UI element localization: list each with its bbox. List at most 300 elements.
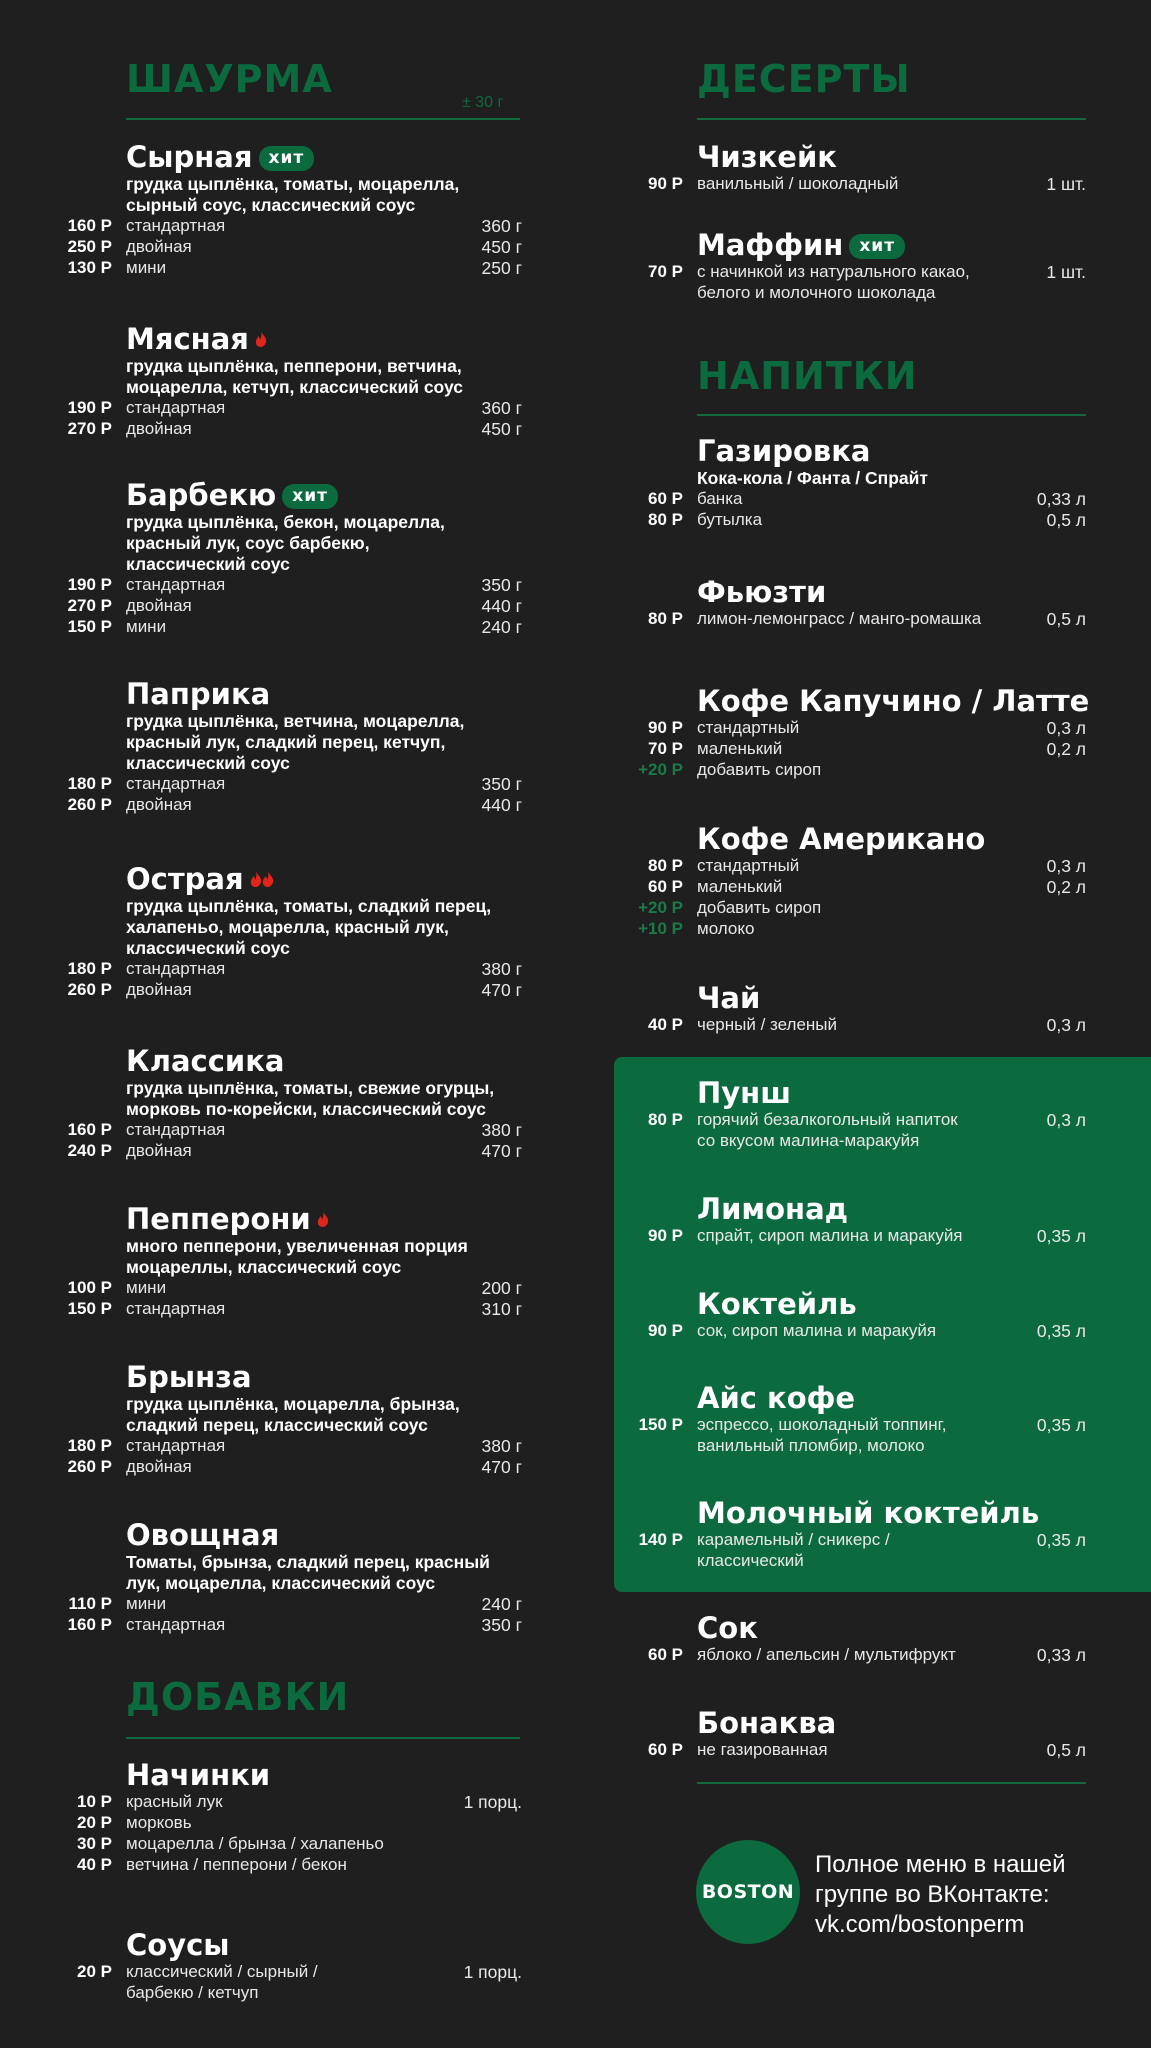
item-name <box>126 677 522 711</box>
item-name-text: Бонаква <box>697 1706 837 1740</box>
item-name-text: Начинки <box>126 1758 271 1792</box>
item-amount: 350 г <box>481 1615 522 1635</box>
item-price: 90 Р <box>648 1321 683 1340</box>
item-name <box>697 822 1086 856</box>
item-price: 130 Р <box>67 258 112 277</box>
item-name-text: Кофе Американо <box>697 822 986 856</box>
price-row <box>648 739 1086 760</box>
menu-item <box>648 981 1086 1036</box>
item-name-text: Мясная <box>126 322 249 356</box>
item-price: 10 Р <box>77 1792 112 1811</box>
item-amount: 0,3 л <box>1046 1015 1086 1035</box>
item-variant: мини <box>126 617 167 636</box>
menu-item <box>648 575 1086 630</box>
item-amount: 0,5 л <box>1046 609 1086 629</box>
item-variant: лимон-лемонграсс / манго-ромашка <box>697 609 982 628</box>
item-name <box>126 1758 522 1792</box>
item-name <box>126 860 522 896</box>
item-description: моцарелла, кетчуп, классический соус <box>126 377 464 397</box>
spicy-indicator <box>255 320 267 354</box>
item-name-text: Коктейль <box>697 1287 857 1321</box>
price-row <box>77 1855 522 1876</box>
item-name-text: Молочный коктейль <box>697 1496 1040 1530</box>
item-variant: карамельный / сникерс / <box>697 1530 890 1549</box>
price-row <box>648 1740 1086 1761</box>
section-divider <box>697 1782 1086 1784</box>
item-price: 90 Р <box>648 174 683 193</box>
item-name-text: Пунш <box>697 1076 792 1110</box>
menu-item <box>648 1076 1086 1152</box>
item-price: 40 Р <box>648 1015 683 1034</box>
item-name <box>697 684 1090 718</box>
item-price: 80 Р <box>648 1110 683 1129</box>
item-amount: 440 г <box>481 795 522 815</box>
item-price: 260 Р <box>67 980 112 999</box>
weight-tolerance-note: ± 30 г <box>462 94 504 111</box>
item-name <box>697 1076 1086 1110</box>
price-row <box>638 1530 1086 1551</box>
item-price: 100 Р <box>67 1278 112 1297</box>
item-price: 60 Р <box>648 1740 683 1759</box>
menu-item <box>648 228 1086 304</box>
item-price: 80 Р <box>648 856 683 875</box>
item-price: 190 Р <box>67 575 112 594</box>
item-variant: стандартная <box>126 1120 226 1139</box>
menu-item <box>638 1496 1086 1572</box>
item-variant: барбекю / кетчуп <box>126 1983 259 2002</box>
item-variant: со вкусом малина-маракуйя <box>697 1131 920 1150</box>
item-amount: 0,35 л <box>1036 1415 1086 1435</box>
footer-line: Полное меню в нашей <box>815 1851 1066 1878</box>
item-variant: морковь <box>126 1813 192 1832</box>
price-row <box>77 1834 522 1855</box>
price-row <box>68 1594 522 1615</box>
item-amount: 450 г <box>481 237 522 257</box>
menu-item <box>638 1381 1086 1457</box>
price-row <box>67 1457 522 1478</box>
item-variant: горячий безалкогольный напиток <box>697 1110 958 1129</box>
price-row <box>67 980 522 1001</box>
fire-icon <box>317 1211 329 1227</box>
item-description: Томаты, брынза, сладкий перец, красный <box>126 1552 490 1572</box>
item-name <box>126 1928 522 1962</box>
hit-badge: хит <box>282 484 338 509</box>
item-price: 150 Р <box>638 1415 683 1434</box>
item-variant: спрайт, сироп малина и маракуйя <box>697 1226 963 1245</box>
menu-item <box>648 1611 1086 1666</box>
item-name-text: Пепперони <box>126 1202 311 1236</box>
price-row <box>67 258 522 279</box>
item-price: 180 Р <box>67 774 112 793</box>
item-price: 60 Р <box>648 877 683 896</box>
menu-item <box>648 1706 1086 1761</box>
item-variant: маленький <box>697 739 783 758</box>
item-name <box>697 434 1086 468</box>
item-variant: стандартная <box>126 216 226 235</box>
item-price: 20 Р <box>77 1962 112 1981</box>
item-description: лук, моцарелла, классический соус <box>126 1573 436 1593</box>
section-divider <box>697 118 1086 120</box>
price-row <box>648 1015 1086 1036</box>
item-name-text: Соусы <box>126 1928 230 1962</box>
item-name-text: Классика <box>126 1044 285 1078</box>
item-variant: стандартная <box>126 398 226 417</box>
item-amount: 240 г <box>481 617 522 637</box>
item-price: 80 Р <box>648 609 683 628</box>
item-name <box>697 575 1086 609</box>
item-name-text: Брынза <box>126 1360 252 1394</box>
item-price: 160 Р <box>67 1615 112 1634</box>
item-description: грудка цыплёнка, пепперони, ветчина, <box>126 356 462 376</box>
item-amount: 0,35 л <box>1036 1226 1086 1246</box>
footer-vk-info <box>815 1850 1066 1940</box>
item-variant: мини <box>126 1594 167 1613</box>
menu-item <box>638 822 1086 940</box>
item-amount: 0,2 л <box>1046 877 1086 897</box>
item-variant: ветчина / пепперони / бекон <box>126 1855 347 1874</box>
footer-link[interactable]: vk.com/bostonperm <box>815 1911 1025 1938</box>
item-amount: 380 г <box>481 1120 522 1140</box>
item-variant: стандартный <box>697 718 800 737</box>
item-amount: 440 г <box>481 596 522 616</box>
item-price: 70 Р <box>648 262 683 281</box>
item-variant: не газированная <box>697 1740 828 1759</box>
item-amount: 0,33 л <box>1036 489 1086 509</box>
price-row <box>648 1321 1086 1342</box>
item-description: красный лук, соус барбекю, <box>126 533 370 553</box>
item-name-text: Паприка <box>126 677 271 711</box>
item-name <box>697 981 1086 1015</box>
item-price: 190 Р <box>67 398 112 417</box>
item-name <box>697 1287 1086 1321</box>
menu-item <box>77 1758 522 1876</box>
item-name <box>697 140 1086 174</box>
item-description: грудка цыплёнка, ветчина, моцарелла, <box>126 711 465 731</box>
item-amount: 0,2 л <box>1046 739 1086 759</box>
item-price: +20 Р <box>638 760 683 779</box>
item-variant: классический <box>697 1551 804 1570</box>
price-row <box>77 1813 522 1834</box>
item-price: +10 Р <box>638 919 683 938</box>
item-amount: 470 г <box>481 1141 522 1161</box>
item-amount: 380 г <box>481 1436 522 1456</box>
item-name-text: Чизкейк <box>697 140 837 174</box>
item-price: 270 Р <box>67 419 112 438</box>
item-name-text: Овощная <box>126 1518 280 1552</box>
additions-title: ДОБАВКИ <box>126 1675 350 1719</box>
item-price: 60 Р <box>648 1645 683 1664</box>
item-variant: добавить сироп <box>697 760 822 779</box>
item-amount: 1 шт. <box>1046 174 1086 194</box>
item-variant: двойная <box>126 419 192 438</box>
price-row <box>648 489 1086 510</box>
item-price: 150 Р <box>67 1299 112 1318</box>
hit-badge: хит <box>849 234 905 259</box>
item-variant: ванильный / шоколадный <box>697 174 899 193</box>
item-description: классический соус <box>126 753 290 773</box>
price-row <box>648 262 1086 283</box>
price-row <box>697 1436 1086 1457</box>
price-row <box>648 1110 1086 1131</box>
spicy-indicator <box>250 860 274 894</box>
item-price: +20 Р <box>638 898 683 917</box>
item-description: Кока-кола / Фанта / Спрайт <box>697 468 928 488</box>
item-price: 270 Р <box>67 596 112 615</box>
menu-item <box>648 140 1086 195</box>
price-row <box>648 174 1086 195</box>
price-row <box>648 877 1086 898</box>
shawarma-title: ШАУРМА <box>126 57 333 101</box>
item-variant: яблоко / апельсин / мультифрукт <box>697 1645 956 1664</box>
menu-item <box>77 1928 522 2004</box>
item-name <box>126 140 522 174</box>
menu-item <box>638 684 1090 781</box>
item-price: 70 Р <box>648 739 683 758</box>
item-variant: двойная <box>126 1141 192 1160</box>
item-variant: эспрессо, шоколадный топпинг, <box>697 1415 947 1434</box>
price-row <box>638 919 1086 940</box>
item-price: 180 Р <box>67 1436 112 1455</box>
item-amount: 0,35 л <box>1036 1321 1086 1341</box>
item-name <box>126 1200 522 1236</box>
price-row <box>67 959 522 980</box>
item-variant: двойная <box>126 980 192 999</box>
item-price: 20 Р <box>77 1813 112 1832</box>
item-name <box>126 1044 522 1078</box>
item-variant: мини <box>126 1278 167 1297</box>
price-row <box>648 1226 1086 1247</box>
item-description: моцареллы, классический соус <box>126 1257 402 1277</box>
price-row <box>67 1141 522 1162</box>
item-price: 110 Р <box>68 1594 112 1613</box>
price-row <box>67 237 522 258</box>
item-amount: 200 г <box>481 1278 522 1298</box>
item-variant: белого и молочного шоколада <box>697 283 936 302</box>
item-amount: 470 г <box>481 1457 522 1477</box>
item-price: 240 Р <box>67 1141 112 1160</box>
item-amount: 0,35 л <box>1036 1530 1086 1550</box>
item-price: 180 Р <box>67 959 112 978</box>
price-row <box>67 1278 522 1299</box>
item-variant: двойная <box>126 237 192 256</box>
item-description: сырный соус, классический соус <box>126 195 416 215</box>
item-amount: 450 г <box>481 419 522 439</box>
price-row <box>648 718 1086 739</box>
menu-item <box>67 1200 522 1320</box>
price-row <box>67 617 522 638</box>
item-name-text: Сырная <box>126 140 253 174</box>
price-row <box>67 575 522 596</box>
section-divider <box>126 118 520 120</box>
item-amount: 250 г <box>481 258 522 278</box>
menu-item <box>648 1192 1086 1247</box>
menu-item <box>67 1518 522 1636</box>
price-row <box>67 1615 522 1636</box>
price-row <box>648 856 1086 877</box>
item-name <box>126 1360 522 1394</box>
price-row <box>697 1551 1086 1572</box>
item-price: 30 Р <box>77 1834 112 1853</box>
item-name-text: Айс кофе <box>697 1381 856 1415</box>
item-price: 80 Р <box>648 510 683 529</box>
item-variant: добавить сироп <box>697 898 822 917</box>
item-amount: 1 порц. <box>463 1792 522 1812</box>
item-amount: 0,5 л <box>1046 1740 1086 1760</box>
item-variant: с начинкой из натурального какао, <box>697 262 970 281</box>
item-variant: классический / сырный / <box>126 1962 318 1981</box>
fire-icon <box>250 871 262 887</box>
price-row <box>648 1645 1086 1666</box>
price-row <box>697 1131 1086 1152</box>
boston-logo: BOSTON <box>696 1840 800 1944</box>
price-row <box>648 609 1086 630</box>
item-name <box>697 1192 1086 1226</box>
item-variant: красный лук <box>126 1792 223 1811</box>
item-price: 60 Р <box>648 489 683 508</box>
item-price: 140 Р <box>638 1530 683 1549</box>
price-row <box>638 1415 1086 1436</box>
item-name <box>697 1496 1086 1530</box>
item-price: 250 Р <box>67 237 112 256</box>
item-amount: 1 шт. <box>1046 262 1086 282</box>
item-amount: 360 г <box>481 398 522 418</box>
item-amount: 240 г <box>481 1594 522 1614</box>
item-variant: черный / зеленый <box>697 1015 838 1034</box>
item-description: красный лук, сладкий перец, кетчуп, <box>126 732 446 752</box>
item-variant: моцарелла / брынза / халапеньо <box>126 1834 384 1853</box>
section-divider <box>126 1737 520 1739</box>
item-price: 160 Р <box>67 216 112 235</box>
item-price: 90 Р <box>648 718 683 737</box>
item-variant: маленький <box>697 877 783 896</box>
item-amount: 0,3 л <box>1046 1110 1086 1130</box>
item-description: морковь по-корейски, классический соус <box>126 1099 486 1119</box>
item-variant: сок, сироп малина и маракуйя <box>697 1321 937 1340</box>
item-variant: банка <box>697 489 743 508</box>
item-name <box>126 1518 522 1552</box>
item-variant: стандартная <box>126 1615 226 1634</box>
price-row <box>67 1120 522 1141</box>
menu-item <box>67 677 522 816</box>
spicy-indicator <box>317 1200 329 1234</box>
desserts-title: ДЕСЕРТЫ <box>697 57 911 101</box>
price-row <box>77 1792 522 1813</box>
item-amount: 360 г <box>481 216 522 236</box>
item-description: грудка цыплёнка, томаты, сладкий перец, <box>126 896 492 916</box>
item-price: 40 Р <box>77 1855 112 1874</box>
item-amount: 350 г <box>481 575 522 595</box>
item-name-text: Чай <box>697 981 761 1015</box>
price-row <box>126 1983 522 2004</box>
price-row <box>648 510 1086 531</box>
item-name <box>126 320 522 356</box>
item-name <box>697 1611 1086 1645</box>
item-description: грудка цыплёнка, бекон, моцарелла, <box>126 512 445 532</box>
item-name <box>697 1381 1086 1415</box>
item-description: халапеньо, моцарелла, красный лук, <box>126 917 449 937</box>
item-description: грудка цыплёнка, моцарелла, брынза, <box>126 1394 460 1414</box>
menu-item <box>67 1044 522 1162</box>
item-amount: 310 г <box>481 1299 522 1319</box>
item-variant: двойная <box>126 1457 192 1476</box>
menu-item <box>67 860 522 1001</box>
price-row <box>638 760 1086 781</box>
item-price: 160 Р <box>67 1120 112 1139</box>
item-variant: молоко <box>697 919 755 938</box>
item-name-text: Маффин <box>697 228 844 262</box>
item-name-text: Сок <box>697 1611 758 1645</box>
item-amount: 0,5 л <box>1046 510 1086 530</box>
item-description: сладкий перец, классический соус <box>126 1415 428 1435</box>
price-row <box>67 216 522 237</box>
item-amount: 470 г <box>481 980 522 1000</box>
price-row <box>67 596 522 617</box>
price-row <box>77 1962 522 1983</box>
hit-badge: хит <box>259 146 315 171</box>
fire-icon <box>262 871 274 887</box>
menu-item <box>67 140 522 279</box>
item-variant: стандартный <box>697 856 800 875</box>
price-row <box>67 419 522 440</box>
item-description: грудка цыплёнка, томаты, свежие огурцы, <box>126 1078 495 1098</box>
item-name-text: Барбекю <box>126 478 277 512</box>
item-variant: стандартная <box>126 1299 226 1318</box>
price-row <box>67 1299 522 1320</box>
item-name-text: Газировка <box>697 434 871 468</box>
item-name-text: Кофе Капучино / Латте <box>697 684 1090 718</box>
item-variant: стандартная <box>126 1436 226 1455</box>
item-name-text: Острая <box>126 862 244 896</box>
price-row <box>67 774 522 795</box>
price-row <box>67 398 522 419</box>
price-row <box>67 795 522 816</box>
item-variant: стандартная <box>126 959 226 978</box>
item-amount: 350 г <box>481 774 522 794</box>
drinks-title: НАПИТКИ <box>697 354 918 398</box>
item-name-text: Фьюзти <box>697 575 827 609</box>
item-description: много пепперони, увеличенная порция <box>126 1236 468 1256</box>
item-description: классический соус <box>126 938 290 958</box>
menu-item <box>67 478 522 638</box>
item-amount: 0,33 л <box>1036 1645 1086 1665</box>
menu-item <box>67 1360 522 1478</box>
item-amount: 0,3 л <box>1046 718 1086 738</box>
item-variant: ванильный пломбир, молоко <box>697 1436 925 1455</box>
item-amount: 0,3 л <box>1046 856 1086 876</box>
item-variant: бутылка <box>697 510 763 529</box>
menu-item <box>67 320 522 440</box>
item-name <box>697 228 1086 262</box>
item-price: 90 Р <box>648 1226 683 1245</box>
item-price: 260 Р <box>67 1457 112 1476</box>
item-amount: 380 г <box>481 959 522 979</box>
footer-line: группе во ВКонтакте: <box>815 1881 1050 1908</box>
item-price: 260 Р <box>67 795 112 814</box>
item-variant: двойная <box>126 795 192 814</box>
item-variant: двойная <box>126 596 192 615</box>
section-divider <box>697 414 1086 416</box>
item-variant: мини <box>126 258 167 277</box>
item-description: грудка цыплёнка, томаты, моцарелла, <box>126 174 460 194</box>
item-name <box>126 478 522 512</box>
item-name-text: Лимонад <box>697 1192 849 1226</box>
item-variant: стандартная <box>126 774 226 793</box>
price-row <box>697 283 1086 304</box>
price-row <box>67 1436 522 1457</box>
price-row <box>638 898 1086 919</box>
menu-item <box>648 1287 1086 1342</box>
item-description: классический соус <box>126 554 290 574</box>
